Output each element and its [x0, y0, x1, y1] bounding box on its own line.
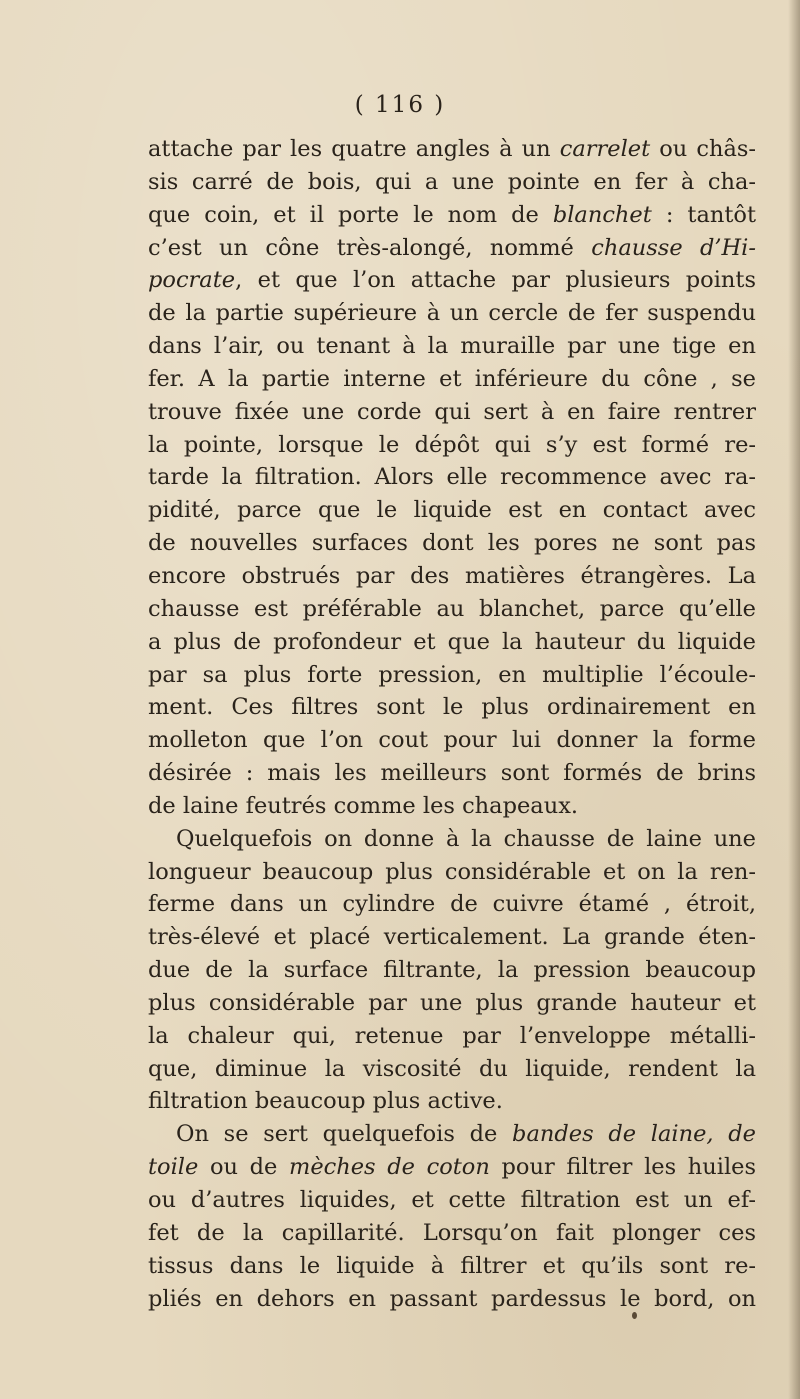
text-line [148, 757, 756, 790]
text-run: plus considérable par une plus grande hauteur et [148, 989, 756, 1016]
text-line [148, 396, 756, 429]
page-edge-shadow [788, 0, 800, 1399]
text-line [148, 954, 756, 987]
text-run: tissus dans le liquide à filtrer et qu’ils sont re- [148, 1252, 756, 1279]
text-line [148, 1085, 756, 1118]
page-number: ( 116 ) [354, 92, 446, 118]
text-line [148, 560, 756, 593]
text-run: longueur beaucoup plus considérable et on la ren- [148, 858, 756, 885]
text-line [148, 659, 756, 692]
text-line [148, 527, 756, 560]
text-run: ferme dans un cylindre de cuivre étamé , étroit, [148, 891, 756, 918]
text-run: par sa plus forte pression, en multiplie l’écoule- [148, 661, 756, 688]
text-line [148, 691, 756, 724]
text-run: ou de [198, 1154, 289, 1181]
italic-term: toile [148, 1154, 199, 1181]
italic-term: carrelet [559, 136, 651, 162]
text-run: pour filtrer les huiles [489, 1154, 756, 1181]
body-text [148, 133, 756, 1315]
text-run: désirée : mais les meilleurs sont formés de brins [148, 760, 756, 787]
text-line [148, 987, 756, 1020]
text-run: de nouvelles surfaces dont les pores ne sont pas [148, 530, 756, 557]
text-run: molleton que l’on cout pour lui donner la forme [148, 727, 756, 754]
text-line [148, 133, 756, 166]
text-line [148, 461, 756, 494]
text-line [148, 264, 756, 297]
italic-term: chausse d’Hi- [591, 234, 756, 261]
text-line [148, 856, 756, 889]
text-run: fet de la capillarité. Lorsqu’on fait plonger ces [148, 1219, 756, 1246]
text-run: ou d’autres liquides, et cette filtration est un ef- [148, 1187, 756, 1213]
text-run: filtration beaucoup plus active. [148, 1088, 503, 1115]
text-line [148, 166, 756, 199]
text-line [148, 626, 756, 659]
text-run: trouve fixée une corde qui sert à en faire rentrer [148, 398, 756, 425]
italic-term: mèches de coton [289, 1154, 490, 1181]
text-run: de laine feutrés comme les chapeaux. [148, 792, 579, 819]
text-line [148, 297, 756, 330]
text-line [148, 1020, 756, 1053]
text-line [148, 888, 756, 921]
text-line [148, 199, 756, 232]
text-line [148, 593, 756, 626]
text-run: ment. Ces filtres sont le plus ordinairement en [148, 694, 756, 721]
text-run: Quelquefois on donne à la chausse de laine une [176, 825, 756, 852]
text-run: que, diminue la viscosité du liquide, rendent la [148, 1055, 756, 1082]
text-run: très-élevé et placé verticalement. La grande éten- [148, 924, 756, 951]
text-run: la pointe, lorsque le dépôt qui s’y est formé re- [148, 431, 756, 458]
text-line [148, 1118, 756, 1151]
text-line [148, 1250, 756, 1283]
text-line [148, 494, 756, 527]
text-run: On se sert quelquefois de [176, 1121, 513, 1148]
text-run: : tantôt [651, 201, 756, 228]
text-line [148, 1184, 756, 1217]
text-run: ou châs- [650, 136, 756, 162]
text-line [148, 1053, 756, 1086]
text-run: que coin, et il porte le nom de [148, 201, 553, 228]
text-line [148, 232, 756, 265]
text-run: pidité, parce que le liquide est en contact avec [148, 497, 756, 524]
italic-term: bandes de laine, de [512, 1121, 756, 1148]
text-run: encore obstrués par des matières étrangères. La [148, 562, 756, 589]
italic-term: blanchet [552, 201, 652, 228]
text-run: tarde la filtration. Alors elle recommence avec ra- [148, 464, 756, 491]
text-run: dans l’air, ou tenant à la muraille par une tige en [148, 333, 756, 360]
text-run: c’est un cône très-alongé, nommé [148, 234, 592, 261]
text-run: la chaleur qui, retenue par l’enveloppe métalli- [148, 1022, 756, 1049]
text-run: attache par les quatre angles à un [148, 136, 560, 162]
text-run: a plus de profondeur et que la hauteur du liquide [148, 628, 756, 655]
text-line [148, 429, 756, 462]
ink-mark [632, 1312, 637, 1319]
text-run: sis carré de bois, qui a une pointe en fer à cha- [148, 168, 756, 195]
text-line [148, 1283, 756, 1316]
text-line [148, 363, 756, 396]
text-line [148, 330, 756, 363]
text-line [148, 1151, 756, 1184]
text-run: pliés en dehors en passant pardessus le bord, on [148, 1285, 756, 1312]
text-run: due de la surface filtrante, la pression beaucoup [148, 957, 756, 984]
text-line [148, 724, 756, 757]
text-line [148, 921, 756, 954]
text-line [148, 1217, 756, 1250]
text-line [148, 823, 756, 856]
text-line [148, 790, 756, 823]
text-run: chausse est préférable au blanchet, parce qu’elle [148, 595, 756, 622]
text-run: fer. A la partie interne et inférieure du cône , se [148, 365, 756, 392]
text-run: , et que l’on attache par plusieurs points [235, 267, 756, 294]
text-run: de la partie supérieure à un cercle de fer suspendu [148, 300, 756, 327]
italic-term: pocrate [148, 267, 236, 294]
